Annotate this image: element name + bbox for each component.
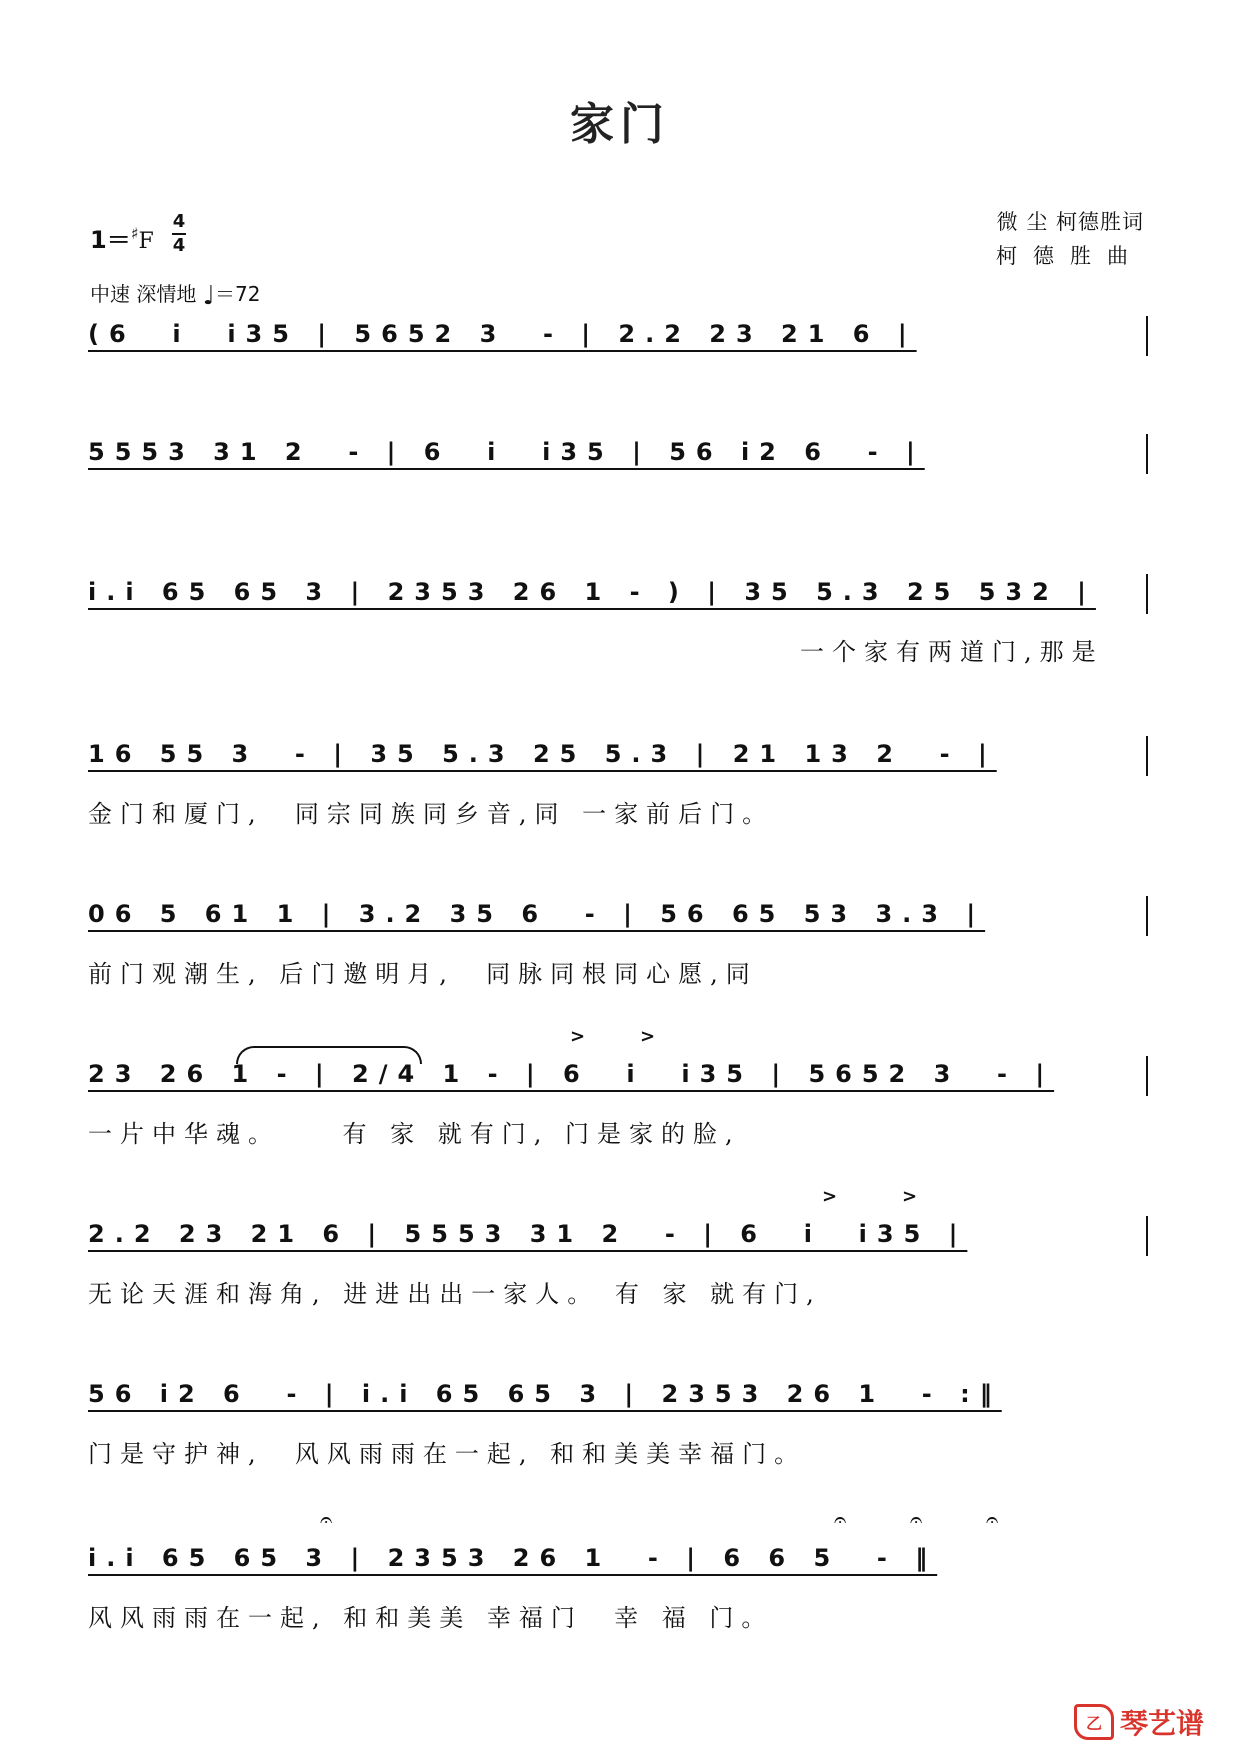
fermata-icon: 𝄐 bbox=[910, 1508, 923, 1533]
lyricist-credit: 微 尘 柯德胜词 bbox=[996, 210, 1144, 234]
lyric-line: 风风雨雨在一起, 和和美美 幸福门 幸 福 门。 bbox=[88, 1604, 774, 1632]
notation-line: (6 i i35 | 5652 3 - | 2.2 23 21 6 | bbox=[88, 320, 917, 348]
page-title: 家门 bbox=[570, 99, 670, 150]
composer-credit: 柯德胜曲 bbox=[996, 244, 1144, 268]
key-prefix: 1＝ bbox=[90, 226, 131, 254]
fermata-icon: 𝄐 bbox=[320, 1508, 333, 1533]
tempo-marking bbox=[90, 278, 261, 311]
lyric-line: 门是守护神, 风风雨雨在一起, 和和美美幸福门。 bbox=[88, 1440, 807, 1468]
notation-line: i.i 65 65 3 | 2353 26 1 - | 6 6 5 - ‖ bbox=[88, 1544, 938, 1572]
accent-mark: > bbox=[640, 1026, 656, 1047]
accent-mark: > bbox=[902, 1186, 918, 1207]
fermata-icon: 𝄐 bbox=[834, 1508, 847, 1533]
accent-mark: > bbox=[570, 1026, 586, 1047]
qinyipu-logo bbox=[1074, 1702, 1204, 1742]
barline-end bbox=[1146, 434, 1148, 474]
accent-mark: > bbox=[822, 1186, 838, 1207]
quarter-note-icon: ♩ bbox=[202, 281, 215, 311]
barline-end bbox=[1146, 1056, 1148, 1096]
tempo-value: ＝72 bbox=[214, 282, 261, 306]
barline-end bbox=[1146, 896, 1148, 936]
meter-top: 4 bbox=[172, 211, 186, 232]
lyric-line: 无论天涯和海角, 进进出出一家人。 有 家 就有门, bbox=[88, 1280, 822, 1308]
logo-mark-icon: 乙 bbox=[1074, 1704, 1114, 1740]
barline-end bbox=[1146, 1216, 1148, 1256]
time-signature bbox=[172, 212, 186, 256]
barline-end bbox=[1146, 736, 1148, 776]
notation-line: i.i 65 65 3 | 2353 26 1 - ) | 35 5.3 25 532 | bbox=[88, 578, 1096, 606]
key-note: F bbox=[138, 229, 154, 254]
notation-line: 2.2 23 21 6 | 5553 31 2 - | 6 i i35 | bbox=[88, 1220, 968, 1248]
meter-bottom: 4 bbox=[172, 235, 186, 256]
lyric-line: 一个家有两道门,那是 bbox=[800, 638, 1104, 666]
lyric-line: 前门观潮生, 后门邀明月, 同脉同根同心愿,同 bbox=[88, 960, 758, 988]
barline-end bbox=[1146, 574, 1148, 614]
barline-end bbox=[1146, 316, 1148, 356]
sharp-symbol: ♯ bbox=[130, 224, 139, 243]
lyric-line: 一片中华魂。 有 家 就有门, 门是家的脸, bbox=[88, 1120, 741, 1148]
key-signature bbox=[90, 220, 154, 255]
notation-line: 56 i2 6 - | i.i 65 65 3 | 2353 26 1 - :‖ bbox=[88, 1380, 1002, 1408]
fermata-icon: 𝄐 bbox=[986, 1508, 999, 1533]
notation-line: 06 5 61 1 | 3.2 35 6 - | 56 65 53 3.3 | bbox=[88, 900, 986, 928]
logo-text: 琴艺谱 bbox=[1119, 1707, 1204, 1740]
notation-line: 23 26 1 - | 2/4 1 - | 6 i i35 | 5652 3 - | bbox=[88, 1060, 1055, 1088]
notation-line: 5553 31 2 - | 6 i i35 | 56 i2 6 - | bbox=[88, 438, 925, 466]
tempo-text: 中速 深情地 bbox=[90, 282, 197, 306]
notation-line: 16 55 3 - | 35 5.3 25 5.3 | 21 13 2 - | bbox=[88, 740, 997, 768]
lyric-line: 金门和厦门, 同宗同族同乡音,同 一家前后门。 bbox=[88, 800, 775, 828]
